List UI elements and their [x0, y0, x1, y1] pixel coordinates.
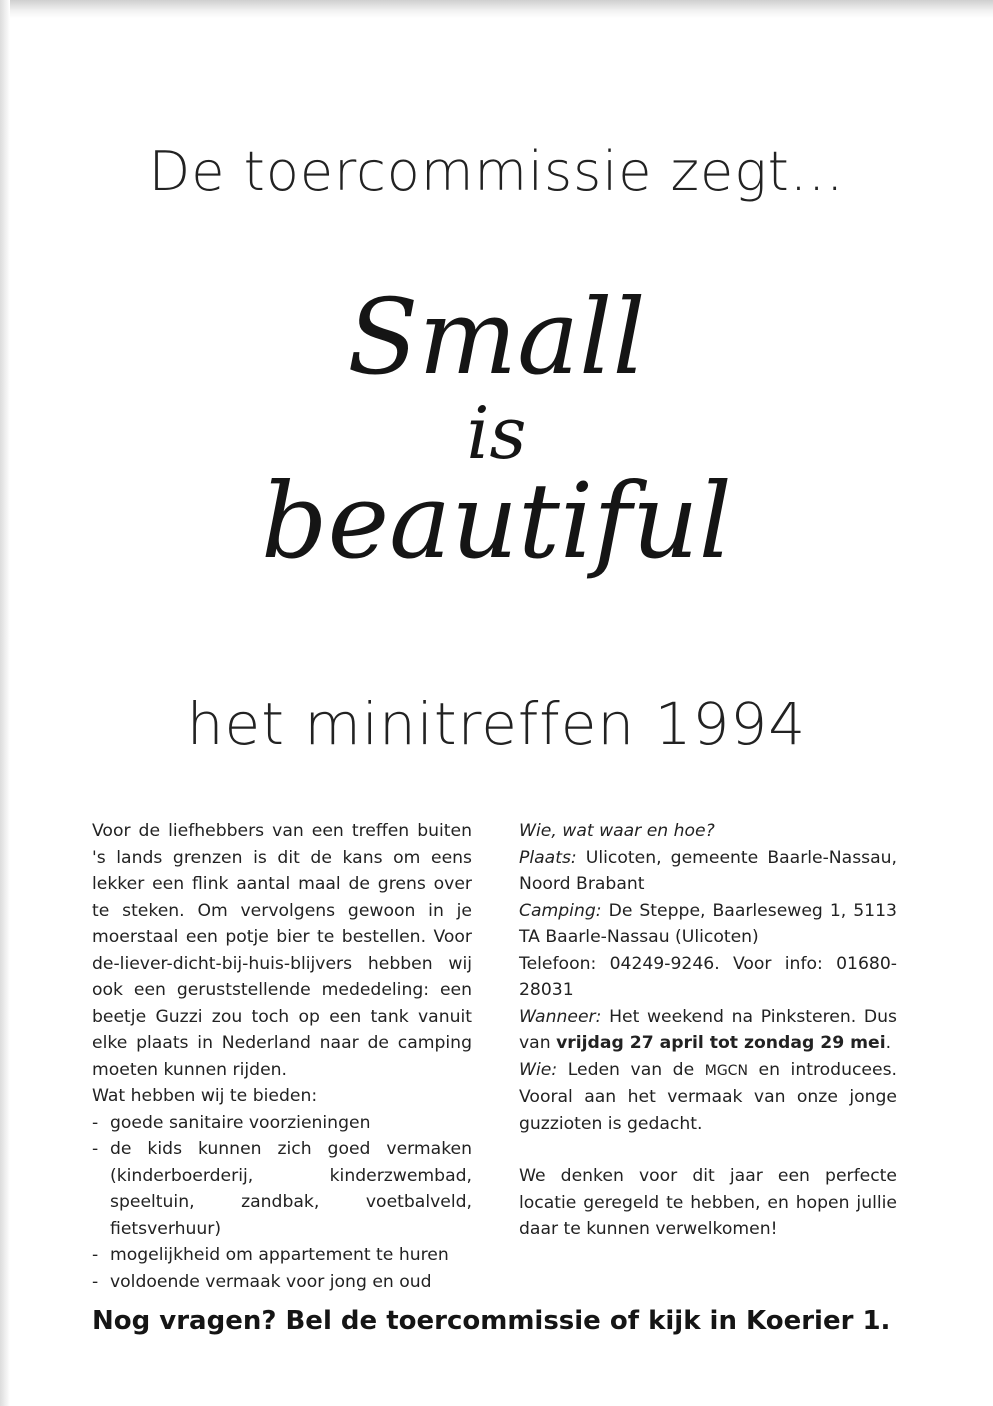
- who-info: [519, 1057, 897, 1138]
- slogan-line-is: is: [466, 391, 527, 475]
- camping-value: De Steppe, Baarleseweg 1, 5113 TA Baarle-Nassau (Ulicoten): [519, 900, 897, 947]
- footer-callout: Nog vragen? Bel de toercommissie of kijk in Koerier 1.: [92, 1306, 891, 1336]
- slogan-line-beautiful: beautiful: [261, 460, 732, 582]
- when-dates: vrijdag 27 april tot zondag 29 mei: [556, 1033, 886, 1053]
- place-label: Plaats:: [519, 847, 577, 868]
- scan-top-edge: [0, 0, 993, 18]
- closing-paragraph: We denken voor dit jaar een perfecte locatie geregeld te hebben, en hopen jullie daar te kunnen verwelkomen!: [519, 1166, 897, 1239]
- who-before: Leden van de: [567, 1059, 695, 1080]
- left-column: [92, 818, 472, 1295]
- offer-item: - voldoende vermaak voor jong en oud: [92, 1269, 472, 1296]
- slogan: [0, 276, 993, 589]
- right-column: [519, 818, 897, 1243]
- offer-heading: Wat hebben wij te bieden:: [92, 1086, 318, 1106]
- when-end: .: [885, 1033, 892, 1053]
- offer-item: - de kids kunnen zich goed vermaken (kinderboerderij, kinderzwembad, speeltuin, zandbak, voetbalveld, fietsverhuur): [92, 1136, 472, 1242]
- when-label: Wanneer:: [519, 1006, 602, 1027]
- camping-info: [519, 898, 897, 951]
- page-title: De toercommissie zegt...: [148, 140, 845, 203]
- who-label: Wie:: [519, 1059, 558, 1080]
- when-info: [519, 1004, 897, 1057]
- offer-item: - mogelijkheid om appartement te huren: [92, 1242, 472, 1269]
- event-subtitle: het minitreffen 1994: [186, 690, 807, 758]
- place-info: [519, 845, 897, 898]
- phone-info: Telefoon: 04249-9246. Voor info: 01680-28031: [519, 953, 897, 1000]
- when-value: Het weekend na Pinksteren. Dus van: [519, 1006, 897, 1053]
- info-heading: Wie, wat waar en hoe?: [519, 821, 715, 841]
- offer-list: [92, 1110, 472, 1296]
- camping-label: Camping:: [519, 900, 602, 921]
- offer-item: - goede sanitaire voorzieningen: [92, 1110, 472, 1137]
- who-org: MGCN: [704, 1062, 748, 1079]
- place-value: Ulicoten, gemeente Baarle-Nassau, Noord Brabant: [519, 847, 897, 894]
- slogan-line-small: Small: [347, 276, 646, 398]
- who-after: en introducees. Vooral aan het vermaak van onze jonge guzzioten is gedacht.: [519, 1059, 897, 1134]
- intro-paragraph: Voor de liefhebbers van een treffen buiten 's lands grenzen is dit de kans om eens lekker een flink aantal maal de grens over te steken. Om vervolgens gewoon in je moerstaal een potje bier te bestellen. Voor de-liever-dicht-bij-huis-blijvers hebben wij ook een geruststellende mededeling: een beetje Guzzi zou toch op een tank vanuit elke plaats in Nederland naar de camping moeten kunnen rijden.: [92, 821, 472, 1080]
- paragraph-gap: [519, 1137, 897, 1163]
